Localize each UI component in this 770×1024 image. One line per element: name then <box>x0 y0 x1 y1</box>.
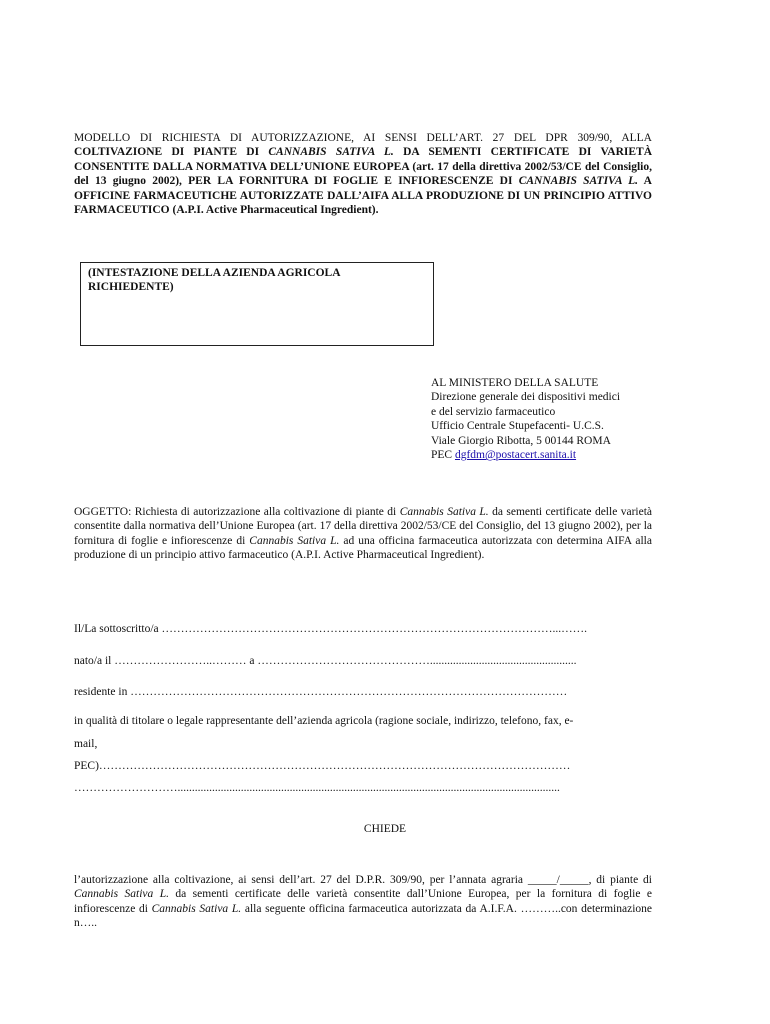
request-part3: da sementi certificate delle varietà consentite dall’Unione Europea, per la fornitura di foglie e infiorescenze di <box>74 888 653 915</box>
request-paragraph <box>74 873 652 931</box>
recipient-line1: AL MINISTERO DELLA SALUTE <box>431 377 599 389</box>
oggetto-part2: Cannabis Sativa L. <box>399 506 489 518</box>
request-part1: l’autorizzazione alla coltivazione, ai sensi dell’art. 27 del D.P.R. 309/90, per l’annata agraria _____/_____, di piante di <box>74 874 652 886</box>
recipient-line2: Direzione generale dei dispositivi medici <box>431 391 621 404</box>
pec-field-line[interactable]: PEC)…………………………………………………………………………………………………………… <box>74 760 571 772</box>
recipient-line4: Ufficio Centrale Stupefacenti- U.C.S. <box>431 420 604 433</box>
residence-field-line[interactable]: residente in …………………………………………………………………………………………………… <box>74 686 568 698</box>
title-part5: CANNABIS SATIVA L. <box>518 175 639 188</box>
oggetto-part1: OGGETTO: Richiesta di autorizzazione alla coltivazione di piante di <box>74 506 400 518</box>
recipient-line5: Viale Giorgio Ribotta, 5 00144 ROMA <box>431 434 611 447</box>
title-part2: COLTIVAZIONE DI PIANTE DI <box>74 146 269 159</box>
title-part4: DA SEMENTI CERTIFICATE DI VARIETÀ CONSENTITE DALLA NORMATIVA DELL’UNIONE EUROPEA (art. 17 della direttiva 2002/53/CE del Consiglio, del 13 giugno 2002), PER LA FORNITURA DI FOGLIE E INFIORESCENZE DI <box>74 146 652 188</box>
request-part2: Cannabis Sativa L. <box>74 888 169 901</box>
header-box-line1: (INTESTAZIONE DELLA AZIENDA AGRICOLA <box>88 267 341 279</box>
mail-field-line: mail, <box>74 738 98 750</box>
role-field-line: in qualità di titolare o legale rappresentante dell’azienda agricola (ragione sociale, indirizzo, telefono, fax, e- <box>74 715 574 727</box>
pec-email-link[interactable]: dgfdm@postacert.sanita.it <box>454 449 577 462</box>
birth-field-line[interactable]: nato/a il ……………………..……… a ………………………………………................................................... <box>74 655 577 667</box>
oggetto-part4: Cannabis Sativa L. <box>249 534 340 547</box>
recipient-line3: e del servizio farmaceutico <box>431 405 556 418</box>
recipient-pec <box>431 448 671 462</box>
chiede-heading: CHIEDE <box>363 823 407 835</box>
header-box-line2: RICHIEDENTE) <box>88 281 174 294</box>
name-field-line[interactable]: Il/La sottoscritto/a …………………………………………………………………………………………...……. <box>74 623 588 635</box>
subject-paragraph <box>74 505 652 563</box>
extra-field-line[interactable]: ………………………..................................................................................................................................... <box>74 782 560 794</box>
document-title <box>74 131 652 217</box>
recipient-address <box>431 376 671 462</box>
title-part1: MODELLO DI RICHIESTA DI AUTORIZZAZIONE, AI SENSI DELL’ART. 27 DEL DPR 309/90, ALLA <box>74 132 652 144</box>
oggetto-part5: ad una officina farmaceutica autorizzata con determina AIFA alla produzione di un principio attivo farmaceutico (A.P.I. Active Pharmaceutical Ingredient). <box>74 534 652 562</box>
pec-label: PEC <box>431 449 455 462</box>
request-part5: alla seguente officina farmaceutica autorizzata da A.I.F.A. ………..con determinazione n….. <box>74 902 652 930</box>
title-part3: CANNABIS SATIVA L. <box>268 146 394 159</box>
oggetto-part3: da sementi certificate delle varietà consentite dalla normativa dell’Unione Europea (art. 17 della direttiva 2002/53/CE del Consiglio, del 13 giugno 2002), per la fornitura di foglie e infiorescenze di <box>74 506 653 547</box>
request-part4: Cannabis Sativa L. <box>151 902 242 915</box>
company-header-box <box>80 262 434 346</box>
title-part6: A OFFICINE FARMACEUTICHE AUTORIZZATE DALL’AIFA ALLA PRODUZIONE DI UN PRINCIPIO ATTIVO FARMACEUTICO (A.P.I. Active Pharmaceutical Ingredient). <box>74 175 652 217</box>
